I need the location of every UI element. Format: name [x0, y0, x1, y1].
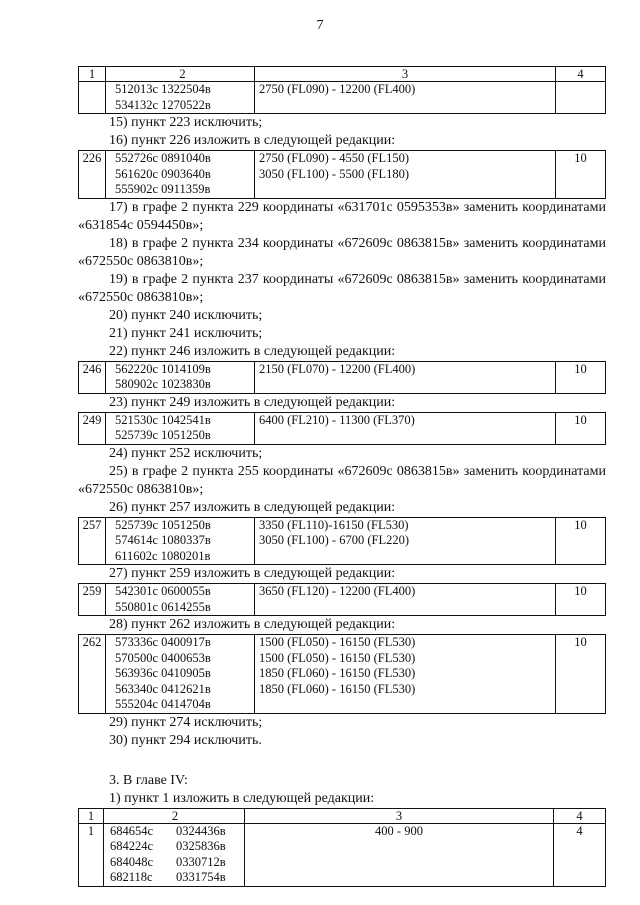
amendment-paragraph: 26) пункт 257 изложить в следующей редакции: [109, 499, 396, 515]
row-coordinates [106, 584, 255, 616]
altitude-range: 2150 (FL070) - 12200 (FL400) [259, 361, 416, 376]
table-header-row [79, 67, 606, 82]
column-header-4: 4 [554, 808, 606, 823]
amendment-paragraph: 30) пункт 294 исключить. [109, 732, 262, 748]
amendment-table [78, 634, 606, 714]
coordinate: 563340с 0412621в [115, 681, 211, 696]
amendment-paragraph: 17) в графе 2 пункта 229 координаты «631701с 0595353в» заменить координатами «631854с 0594450в»; [78, 199, 606, 233]
table-row [79, 412, 606, 444]
coordinate: 555902с 0911359в [115, 182, 211, 196]
chapter-table [78, 808, 606, 887]
altitude-range: 3650 (FL120) - 12200 (FL400) [259, 584, 416, 598]
amendment-paragraph: 21) пункт 241 исключить; [109, 325, 263, 341]
table-header-row [79, 808, 606, 823]
table-row [79, 82, 606, 114]
row-coordinates [106, 361, 255, 393]
coordinate: 684048с 0330712в [110, 854, 226, 869]
altitude-range: 2750 (FL090) - 4550 (FL150) [259, 151, 409, 165]
row-coordinates [106, 635, 255, 714]
row-value: 4 [554, 823, 606, 886]
altitude-range: 1850 (FL060) - 16150 (FL530) [259, 666, 416, 680]
row-levels [255, 361, 556, 393]
column-header-3: 3 [245, 808, 554, 823]
table-row [79, 584, 606, 616]
page-number: 7 [316, 18, 324, 33]
row-number: 262 [79, 635, 106, 714]
coordinate: 542301с 0600055в [115, 584, 211, 598]
amendment-table [78, 517, 606, 566]
amendment-list [78, 114, 606, 750]
column-header-2: 2 [104, 808, 245, 823]
row-value: 10 [556, 361, 606, 393]
row-coordinates [106, 412, 255, 444]
table-row [79, 635, 606, 714]
row-value: 10 [556, 151, 606, 199]
amendment-paragraph: 16) пункт 226 изложить в следующей редакции: [109, 133, 396, 148]
row-number: 257 [79, 517, 106, 565]
row-number: 1 [79, 823, 104, 886]
coordinate: 574614с 1080337в [115, 533, 211, 547]
altitude-range: 3050 (FL100) - 6700 (FL220) [259, 533, 409, 547]
table-row [79, 151, 606, 199]
row-value: 10 [556, 517, 606, 565]
altitude-range: 1500 (FL050) - 16150 (FL530) [259, 635, 416, 649]
amendment-table [78, 412, 606, 445]
coordinate: 611602с 1080201в [115, 548, 211, 563]
altitude-range: 3050 (FL100) - 5500 (FL180) [259, 166, 409, 181]
coordinate: 521530с 1042541в [115, 412, 211, 427]
row-levels [255, 517, 556, 565]
amendment-table [78, 583, 606, 616]
amendment-paragraph: 23) пункт 249 изложить в следующей редакции: [109, 394, 396, 410]
altitude-range: 1850 (FL060) - 16150 (FL530) [259, 681, 416, 696]
table-row [79, 823, 606, 886]
amendment-paragraph: 22) пункт 246 изложить в следующей редакции: [109, 343, 396, 359]
row-coordinates [106, 151, 255, 199]
coordinate: 525739с 1051250в [115, 517, 211, 532]
coordinate: 561620с 0903640в [115, 166, 211, 181]
coordinate: 684654с 0324436в [110, 823, 226, 838]
altitude-range: 6400 (FL210) - 11300 (FL370) [259, 412, 415, 427]
column-header-1: 1 [79, 808, 104, 823]
amendment-table [78, 150, 606, 199]
row-levels [255, 151, 556, 199]
row-number: 259 [79, 584, 106, 616]
row-value: 10 [556, 635, 606, 714]
row-value [556, 82, 606, 114]
coordinate: 525739с 1051250в [115, 428, 211, 442]
row-levels [245, 823, 554, 886]
row-coordinates [106, 517, 255, 565]
coordinate: 562220с 1014109в [115, 361, 211, 376]
coordinate: 534132с 1270522в [115, 97, 211, 112]
amendment-paragraph: 24) пункт 252 исключить; [109, 445, 263, 461]
altitude-range: 400 - 900 [375, 823, 423, 838]
document-body [78, 66, 606, 887]
row-coordinates [106, 82, 255, 114]
coordinate: 570500с 0400653в [115, 650, 211, 665]
amendment-paragraph: 19) в графе 2 пункта 237 координаты «672609с 0863815в» заменить координатами «672550с 0863810в»; [78, 271, 606, 305]
amendment-paragraph: 15) пункт 223 исключить; [109, 115, 263, 130]
row-value: 10 [556, 584, 606, 616]
coordinate: 563936с 0410905в [115, 666, 211, 680]
row-levels [255, 82, 556, 114]
row-number: 226 [79, 151, 106, 199]
altitude-range: 2750 (FL090) - 12200 (FL400) [259, 82, 416, 96]
coordinate: 580902с 1023830в [115, 377, 211, 391]
altitude-range: 3350 (FL110)-16150 (FL530) [259, 517, 409, 532]
row-number: 249 [79, 412, 106, 444]
row-levels [255, 635, 556, 714]
table-row [79, 361, 606, 393]
chapter-item: 1) пункт 1 изложить в следующей редакции: [109, 790, 375, 806]
coordinate: 550801с 0614255в [115, 599, 211, 614]
coordinate: 552726с 0891040в [115, 151, 211, 165]
amendment-paragraph: 18) в графе 2 пункта 234 координаты «672609с 0863815в» заменить координатами «672550с 0863810в»; [78, 235, 606, 269]
row-coordinates [104, 823, 245, 886]
amendment-paragraph: 28) пункт 262 изложить в следующей редакции: [109, 617, 396, 632]
column-header-2: 2 [106, 67, 255, 82]
coordinate: 555204с 0414704в [115, 697, 211, 711]
altitude-range: 1500 (FL050) - 16150 (FL530) [259, 650, 416, 665]
amendment-paragraph: 20) пункт 240 исключить; [109, 307, 263, 323]
amendment-paragraph: 29) пункт 274 исключить; [109, 714, 263, 730]
table-row [79, 517, 606, 565]
coordinate: 684224с 0325836в [110, 839, 226, 853]
row-number: 246 [79, 361, 106, 393]
coordinate: 682118с 0331754в [110, 870, 226, 884]
column-header-1: 1 [79, 67, 106, 82]
amendment-paragraph: 27) пункт 259 изложить в следующей редакции: [109, 566, 396, 581]
column-header-3: 3 [255, 67, 556, 82]
row-number [79, 82, 106, 114]
column-header-4: 4 [556, 67, 606, 82]
coordinate: 573336с 0400917в [115, 635, 211, 649]
coordinate: 512013с 1322504в [115, 82, 211, 96]
chapter-heading: 3. В главе IV: [109, 772, 188, 788]
amendment-paragraph: 25) в графе 2 пункта 255 координаты «672609с 0863815в» заменить координатами «672550с 0863810в»; [78, 463, 606, 497]
row-levels [255, 412, 556, 444]
amendment-table [78, 361, 606, 394]
row-levels [255, 584, 556, 616]
continuation-table [78, 66, 606, 114]
row-value: 10 [556, 412, 606, 444]
